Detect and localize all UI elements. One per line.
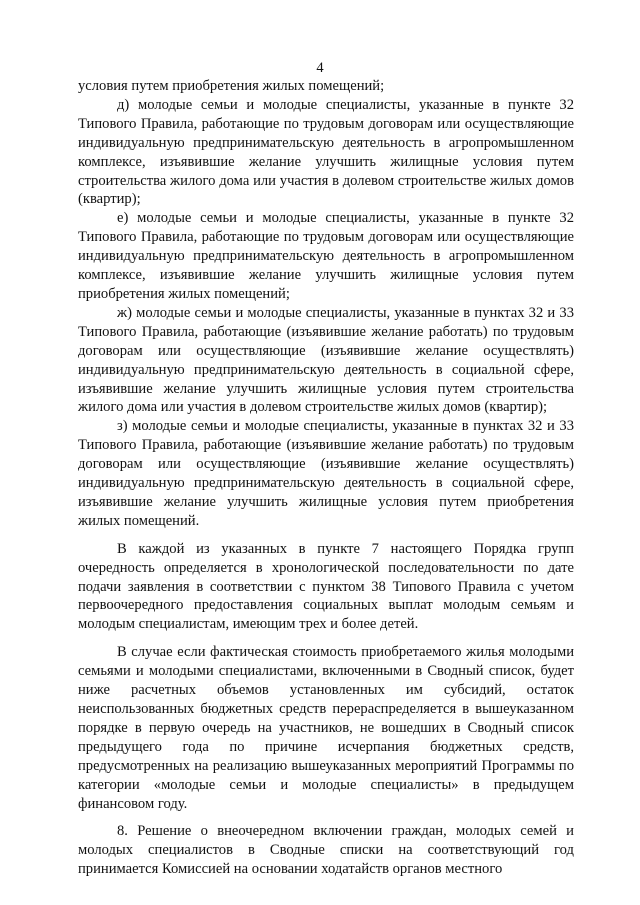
paragraph: д) молодые семьи и молодые специалисты, указанные в пункте 32 Типового Правила, работающие по трудовым договорам или осуществляющие индивидуальную предпринимательскую деятельность в агропромышленном комплексе, изъявившие желание улучшить жилищные условия путем строительства жилого дома или участия в долевом строительстве жилых домов (квартир); [78,96,574,208]
paragraph: з) молодые семьи и молодые специалисты, указанные в пунктах 32 и 33 Типового Правила, работающие (изъявившие желание работать) по трудовым договорам или осуществляющие (изъявившие желание осуществлять) индивидуальную предпринимательскую деятельность в социальной сфере, изъявившие желание улучшить жилищные условия путем приобретения жилых помещений. [78,418,574,529]
paragraph: В каждой из указанных в пункте 7 настоящего Порядка групп очередность определяется в хронологической последовательности по дате подачи заявления в соответствии с пунктом 38 Типового Правила с учетом первоочередного предоставления социальных выплат молодым семьям и молодым специалистам, имеющим трех и более детей. [78,540,574,633]
paragraph: е) молодые семьи и молодые специалисты, указанные в пункте 32 Типового Правила, работающие по трудовым договорам или осуществляющие индивидуальную предпринимательскую деятельность в агропромышленном комплексе, изъявившие желание улучшить жилищные условия путем приобретения жилых помещений; [78,210,574,302]
page-number: 4 [316,60,324,76]
paragraph: условия путем приобретения жилых помещений; [78,78,385,94]
paragraph: В случае если фактическая стоимость приобретаемого жилья молодыми семьями и молодыми специалистами, включенными в Сводный список, будет ниже расчетных объемов установленных им субсидий, остаток неиспользованных бюджетных средств перераспределяется в вышеуказанном порядке в первую очередь на участников, не вошедших в Сводный список предыдущего года по причине исчерпания бюджетных средств, предусмотренных на реализацию вышеуказанных мероприятий Программы по категории «молодые семьи и молодые специалисты» в предыдущем финансовом году. [78,644,574,812]
document-body [78,77,574,879]
paragraph: 8. Решение о внеочередном включении граждан, молодых семей и молодых специалистов в Сводные списки на соответствующий год принимается Комиссией на основании ходатайств органов местного [78,823,574,878]
paragraph: ж) молодые семьи и молодые специалисты, указанные в пунктах 32 и 33 Типового Правила, работающие (изъявившие желание работать) по трудовым договорам или осуществляющие (изъявившие желание осуществлять) индивидуальную предпринимательскую деятельность в социальной сфере, изъявившие желание улучшить жилищные условия путем строительства жилого дома или участия в долевом строительстве жилых домов (квартир); [78,304,574,416]
